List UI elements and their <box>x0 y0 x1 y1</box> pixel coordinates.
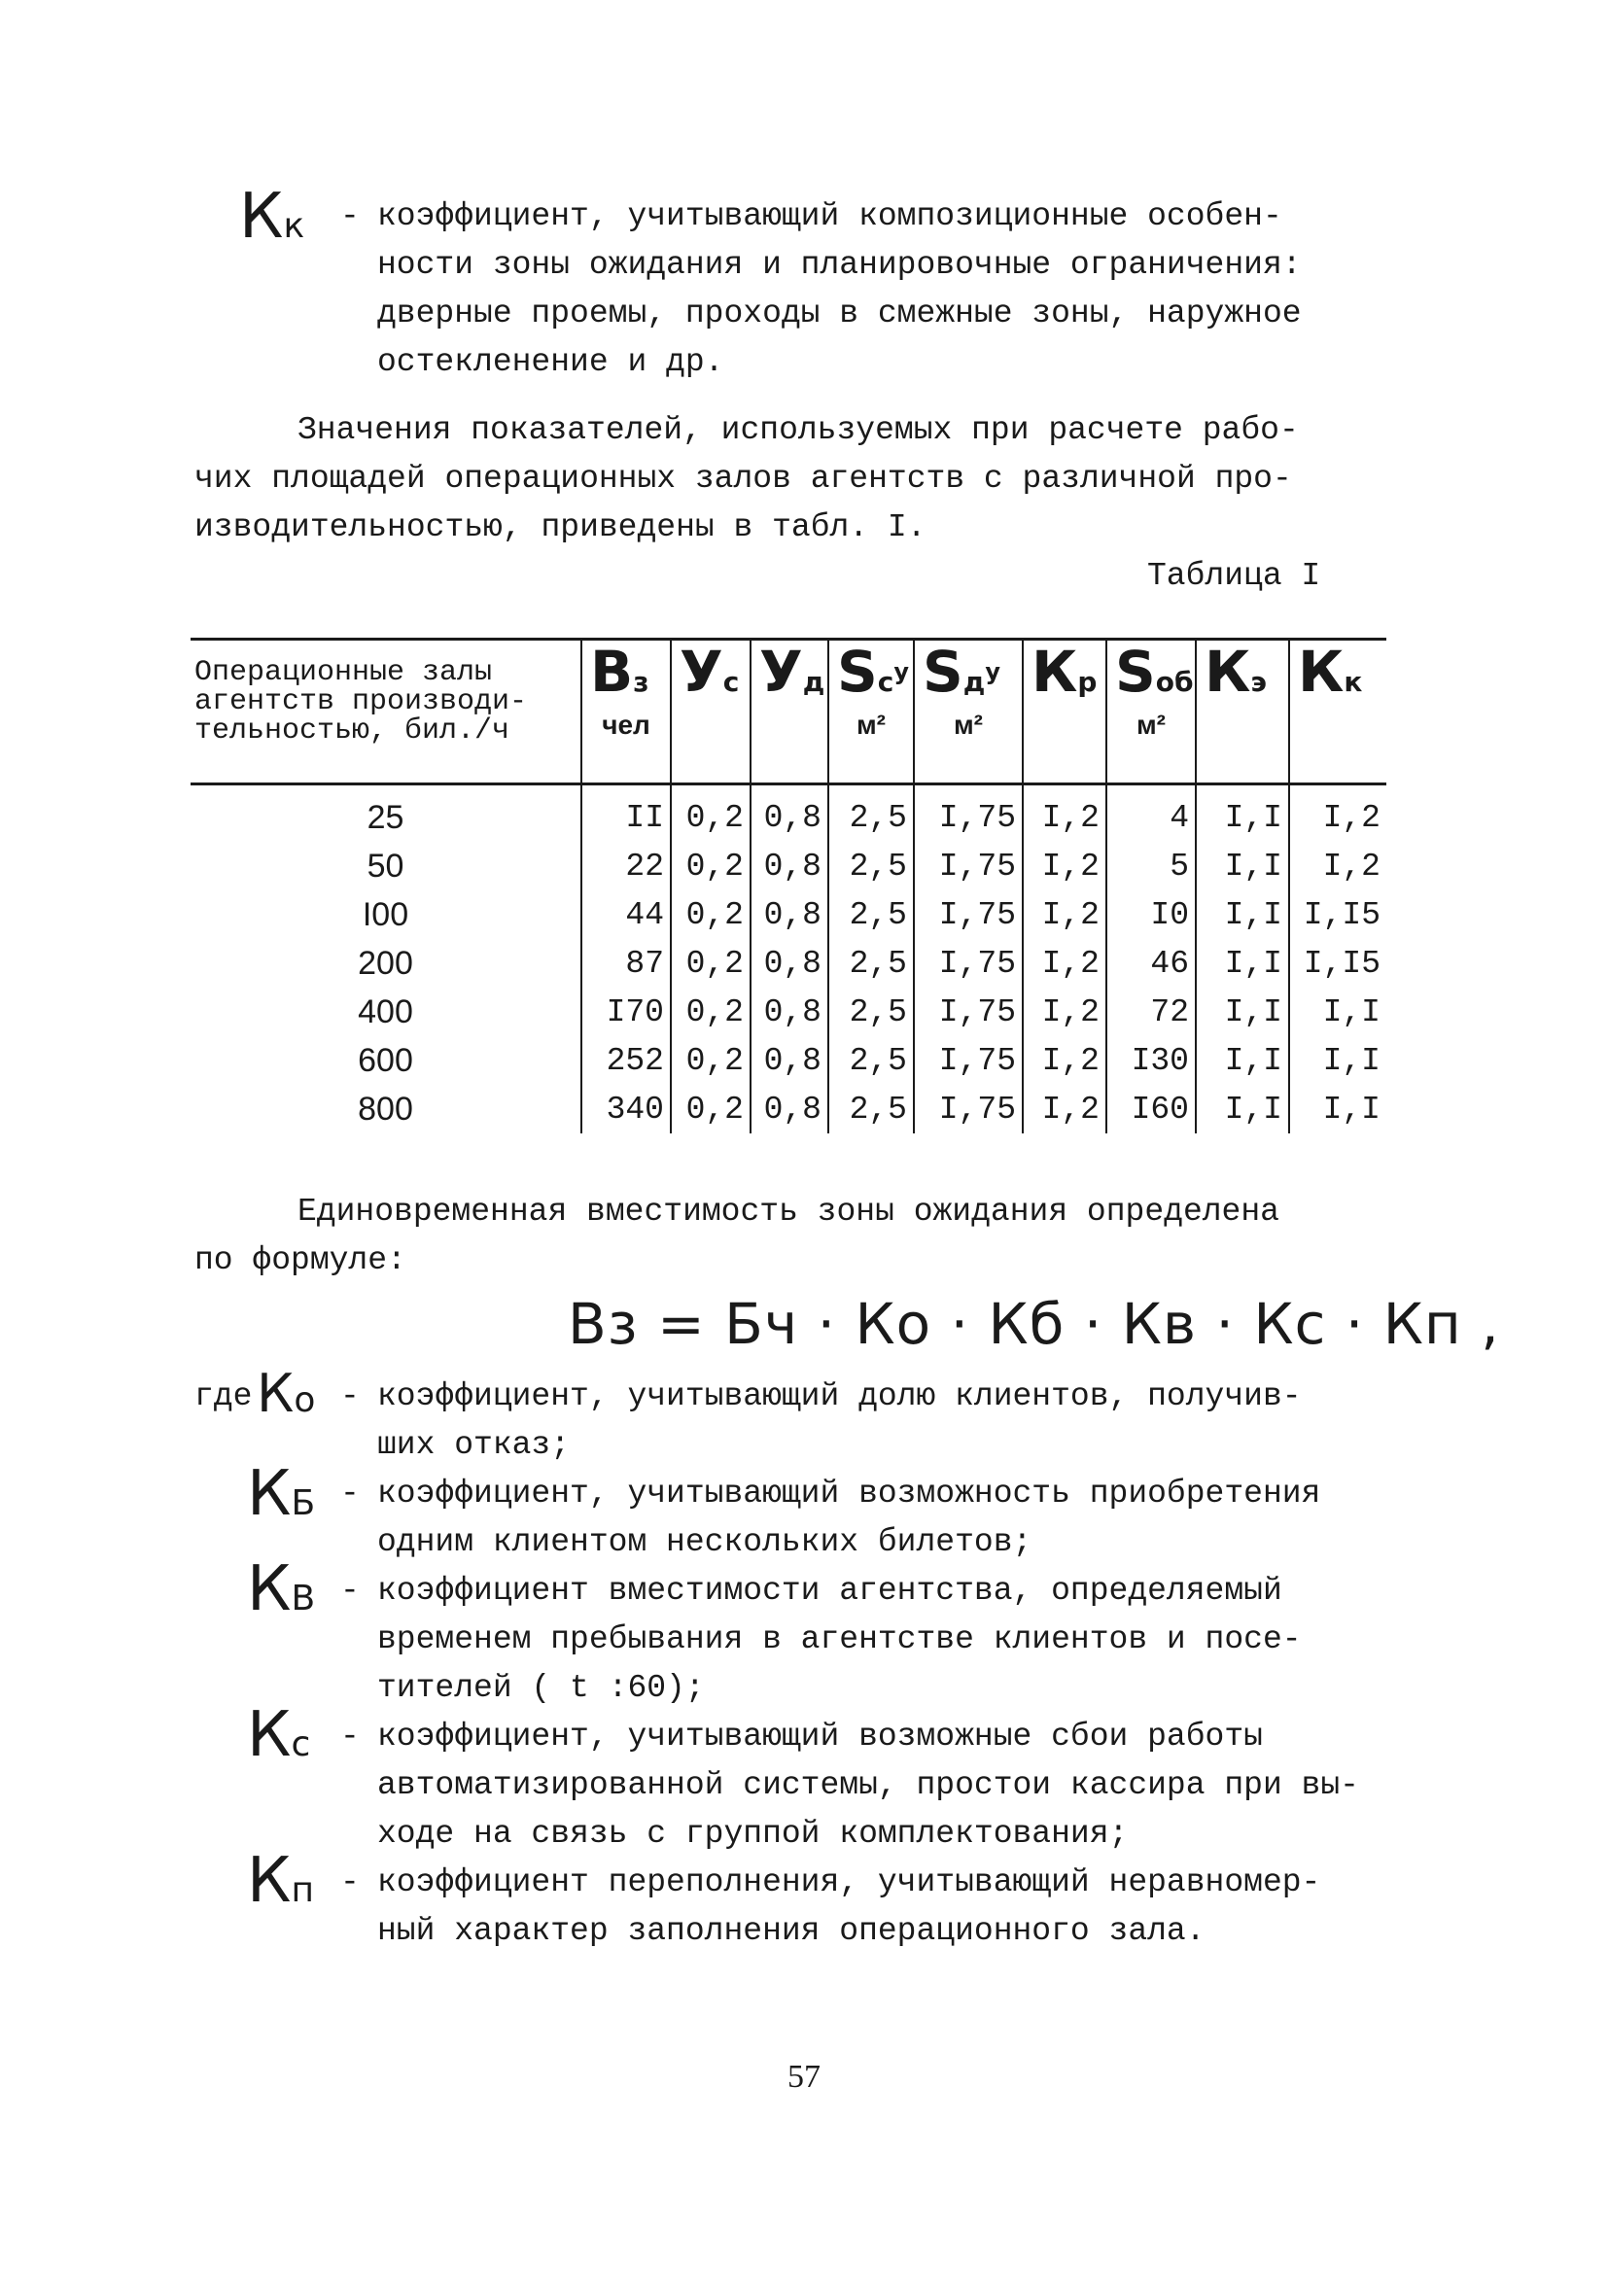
text-line: коэффициент, учитывающий долю клиентов, получив- <box>377 1378 1302 1414</box>
table-cell: I,75 <box>914 890 1023 939</box>
table-cell: I,2 <box>1289 784 1386 843</box>
table-cell: I,I <box>1196 988 1289 1036</box>
table-cell: 2,5 <box>828 1085 914 1133</box>
table-cell: I,2 <box>1023 939 1106 988</box>
table-cell: I,I <box>1196 890 1289 939</box>
table-cell: I0 <box>1106 890 1196 939</box>
text-line: тителей ( t :60); <box>377 1670 705 1706</box>
table-cell: II <box>581 784 671 843</box>
header-kk: Кк <box>1289 640 1386 784</box>
table-cell: 2,5 <box>828 1036 914 1085</box>
table-cell: I,2 <box>1289 842 1386 890</box>
table-cell: 0,8 <box>751 1085 828 1133</box>
table-cell: I,I <box>1289 1085 1386 1133</box>
where-prefix: где <box>194 1378 253 1414</box>
text-line: Значения показателей, используемых при расчете рабо- <box>297 412 1299 448</box>
header-line: агентств производи- <box>194 685 528 718</box>
header-unit: чел <box>602 710 650 740</box>
dash: - <box>340 1476 360 1512</box>
text-line: коэффициент вместимости агентства, определяемый <box>377 1573 1282 1609</box>
table-cell: I,I <box>1196 842 1289 890</box>
text-line: ный характер заполнения операционного зала. <box>377 1913 1206 1949</box>
table-cell: I,75 <box>914 939 1023 988</box>
table-cell: I,75 <box>914 784 1023 843</box>
table-cell: I70 <box>581 988 671 1036</box>
table-cell: 0,2 <box>671 890 751 939</box>
text-line: дверные проемы, проходы в смежные зоны, наружное <box>377 296 1302 331</box>
table-cell: I,75 <box>914 842 1023 890</box>
table-cell: 44 <box>581 890 671 939</box>
intro-paragraph <box>194 406 1299 552</box>
table-cell: I,I5 <box>1289 939 1386 988</box>
row-capacity-cell: I00 <box>362 895 409 933</box>
dash: - <box>340 1864 360 1900</box>
table-row <box>191 988 1386 1036</box>
table-cell: 0,2 <box>671 988 751 1036</box>
table-cell: 0,2 <box>671 1085 751 1133</box>
row-capacity-cell: 400 <box>358 992 413 1030</box>
text-line: коэффициент переполнения, учитывающий неравномер- <box>377 1864 1321 1900</box>
table-cell: 0,2 <box>671 842 751 890</box>
text-line: остекленение и др. <box>377 344 724 380</box>
text-line: коэффициент, учитывающий возможные сбои работы <box>377 1719 1263 1755</box>
table-cell: I,I <box>1289 1036 1386 1085</box>
dash: - <box>340 1719 360 1755</box>
table-cell: I,I5 <box>1289 890 1386 939</box>
text-line: коэффициент, учитывающий возможность приобретения <box>377 1476 1321 1512</box>
table-row <box>191 890 1386 939</box>
table-row <box>191 939 1386 988</box>
table-cell: I,75 <box>914 988 1023 1036</box>
table-cell: 2,5 <box>828 842 914 890</box>
table-cell: I,2 <box>1023 988 1106 1036</box>
table-cell: 5 <box>1106 842 1196 890</box>
table-row <box>191 784 1386 843</box>
ko-symbol: Ко <box>257 1363 316 1424</box>
row-capacity-cell: 800 <box>358 1090 413 1128</box>
header-sc: $Sс^у$ м² <box>828 640 914 784</box>
text-line: по формуле: <box>194 1242 406 1278</box>
table-cell: 22 <box>581 842 671 890</box>
table-cell: 2,5 <box>828 784 914 843</box>
table-cell: I,2 <box>1023 842 1106 890</box>
header-first <box>191 640 581 784</box>
table-row <box>191 842 1386 890</box>
table-row <box>191 1036 1386 1085</box>
table-cell: I,75 <box>914 1036 1023 1085</box>
text-line: временем пребывания в агентстве клиентов и посе- <box>377 1621 1302 1657</box>
text-line: ходе на связь с группой комплектования; <box>377 1816 1129 1852</box>
table-cell: 0,8 <box>751 939 828 988</box>
table-cell: I,2 <box>1023 890 1106 939</box>
table-cell: 0,2 <box>671 1036 751 1085</box>
table-cell: 252 <box>581 1036 671 1085</box>
text-line: ности зоны ожидания и планировочные ограничения: <box>377 247 1302 283</box>
table-cell: 0,8 <box>751 988 828 1036</box>
table-cell: 0,8 <box>751 842 828 890</box>
table-cell: I,I <box>1196 1036 1289 1085</box>
dash: - <box>340 198 360 234</box>
text-line: ших отказ; <box>377 1427 571 1463</box>
text-line: Единовременная вместимость зоны ожидания определена <box>297 1194 1279 1230</box>
row-capacity-cell: 200 <box>358 944 413 982</box>
header-unit: м² <box>856 710 887 740</box>
header-unit: м² <box>953 710 984 740</box>
header-unit: м² <box>1136 710 1167 740</box>
table-cell: 2,5 <box>828 890 914 939</box>
kb-symbol: КБ <box>247 1458 316 1530</box>
text-line: чих площадей операционных залов агентств с различной про- <box>194 461 1292 497</box>
header-sd: $Sд^у$ м² <box>914 640 1023 784</box>
table-cell: I,2 <box>1023 784 1106 843</box>
table-cell: I,I <box>1196 939 1289 988</box>
text-line: одним клиентом нескольких билетов; <box>377 1524 1032 1560</box>
formula-intro <box>194 1188 1279 1285</box>
table-cell: 87 <box>581 939 671 988</box>
table-cell: I,2 <box>1023 1085 1106 1133</box>
table-cell: I60 <box>1106 1085 1196 1133</box>
text-line: коэффициент, учитывающий композиционные особен- <box>377 198 1282 234</box>
kv-symbol: КВ <box>247 1553 316 1625</box>
dash: - <box>340 1573 360 1609</box>
table-cell: 4 <box>1106 784 1196 843</box>
table-cell: I30 <box>1106 1036 1196 1085</box>
text-line: автоматизированной системы, простои кассира при вы- <box>377 1767 1359 1803</box>
row-capacity-cell: 25 <box>367 798 404 836</box>
table-cell: 0,2 <box>671 784 751 843</box>
kc-symbol: Кс <box>247 1699 311 1771</box>
table-cell: I,I <box>1196 784 1289 843</box>
table-header-row <box>191 640 1386 784</box>
table-caption: Таблица I <box>1147 558 1321 594</box>
table-cell: I,2 <box>1023 1036 1106 1085</box>
formula: Вз = Бч · Ко · Кб · Кв · Кс · Кп , <box>568 1291 1500 1357</box>
table-cell: I,I <box>1289 988 1386 1036</box>
header-ke: Кэ <box>1196 640 1289 784</box>
table-row <box>191 1085 1386 1133</box>
header-kr: Кр <box>1023 640 1106 784</box>
header-vz: Вз чел <box>581 640 671 784</box>
dash: - <box>340 1378 360 1414</box>
row-capacity-cell: 50 <box>367 847 404 885</box>
page-number: 57 <box>787 2059 821 2095</box>
table-cell: 0,8 <box>751 784 828 843</box>
kk-symbol: Кк <box>239 181 305 253</box>
table-cell: 0,8 <box>751 1036 828 1085</box>
table-cell: 340 <box>581 1085 671 1133</box>
header-sob: Sоб м² <box>1106 640 1196 784</box>
table-cell: 46 <box>1106 939 1196 988</box>
table-cell: 0,2 <box>671 939 751 988</box>
header-ud: Уд <box>751 640 828 784</box>
row-capacity-cell: 600 <box>358 1041 413 1079</box>
coefficients-table <box>191 638 1386 1133</box>
text-line: изводительностью, приведены в табл. I. <box>194 509 926 545</box>
kk-definition <box>377 192 1417 387</box>
table-cell: I,75 <box>914 1085 1023 1133</box>
kp-symbol: Кп <box>247 1845 314 1917</box>
table-cell: I,I <box>1196 1085 1289 1133</box>
header-line: Операционные залы <box>194 656 493 689</box>
table-cell: 0,8 <box>751 890 828 939</box>
table-cell: 72 <box>1106 988 1196 1036</box>
header-line: тельностью, бил./ч <box>194 714 510 748</box>
table-cell: 2,5 <box>828 939 914 988</box>
table-cell: 2,5 <box>828 988 914 1036</box>
header-us: Ус <box>671 640 751 784</box>
